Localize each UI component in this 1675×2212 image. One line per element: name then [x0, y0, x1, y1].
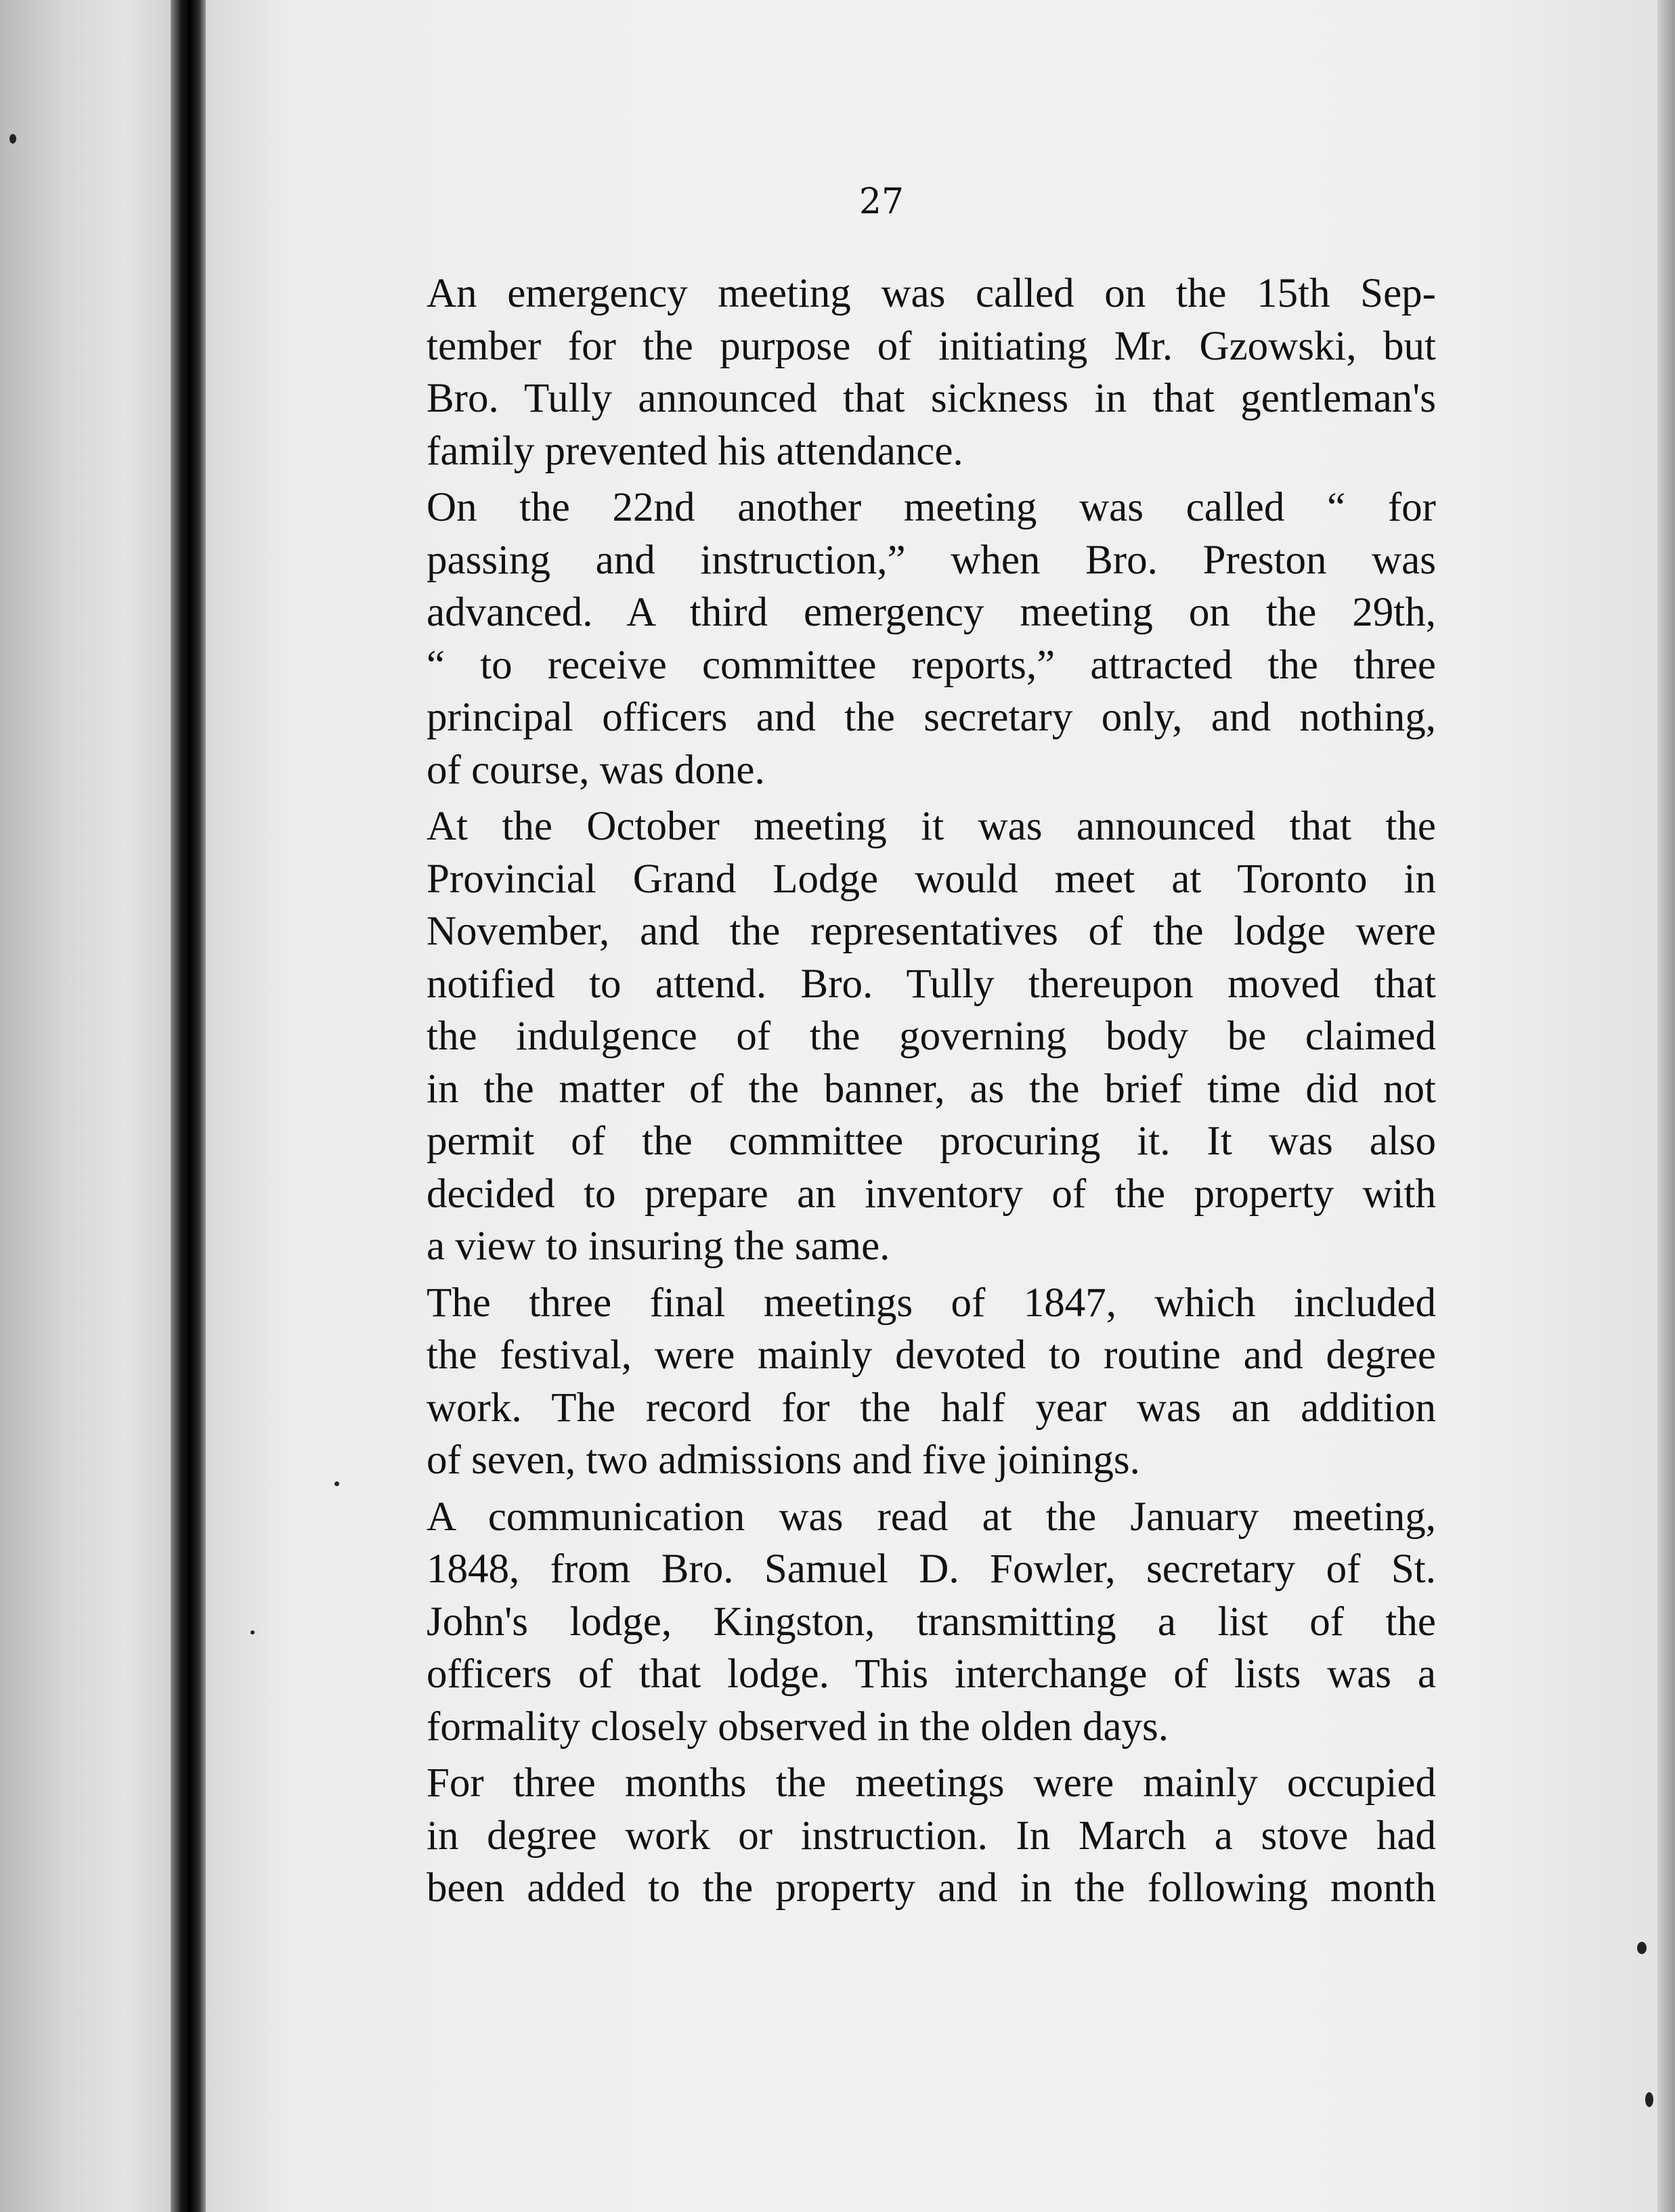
text-line: decided to prepare an inventory of the property with	[427, 1171, 1436, 1217]
paragraph	[383, 800, 1436, 1273]
text-line: in degree work or instruction. In March a stove had	[427, 1813, 1436, 1859]
text-line: permit of the committee procuring it. It was also	[427, 1119, 1436, 1164]
text-line: November, and the representatives of the lodge were	[427, 909, 1436, 954]
text-line: work. The record for the half year was an addition	[427, 1385, 1436, 1431]
text-line: Provincial Grand Lodge would meet at Toronto in	[427, 856, 1436, 902]
dust-speck	[251, 1630, 255, 1634]
dust-speck	[334, 1481, 339, 1486]
paragraph	[383, 481, 1436, 796]
text-line: advanced. A third emergency meeting on the 29th,	[427, 590, 1436, 635]
text-line: “ to receive committee reports,” attracted the three	[427, 642, 1436, 688]
dust-speck	[1645, 2092, 1653, 2107]
text-line: At the October meeting it was announced that the	[427, 804, 1436, 849]
text-line: Bro. Tully announced that sickness in that gentleman's	[427, 376, 1436, 421]
text-line: notified to attend. Bro. Tully thereupon moved that	[427, 961, 1436, 1007]
paragraph	[383, 267, 1436, 477]
text-line: A communication was read at the January meeting,	[427, 1494, 1436, 1540]
text-line: passing and instruction,” when Bro. Preston was	[427, 537, 1436, 583]
text-line: of seven, two admissions and five joinings.	[427, 1437, 1140, 1483]
text-line: a view to insuring the same.	[427, 1223, 890, 1269]
text-line: of course, was done.	[427, 747, 765, 793]
text-line: For three months the meetings were mainly occupied	[427, 1760, 1436, 1806]
text-line: formality closely observed in the olden days.	[427, 1704, 1169, 1750]
text-line: 1848, from Bro. Samuel D. Fowler, secretary of St.	[427, 1546, 1436, 1592]
text-line: On the 22nd another meeting was called “ for	[427, 485, 1436, 530]
text-line: tember for the purpose of initiating Mr. Gzowski, but	[427, 323, 1436, 369]
text-line: the indulgence of the governing body be claimed	[427, 1014, 1436, 1059]
text-line: An emergency meeting was called on the 15th Sep-	[427, 271, 1436, 316]
page-edge-shadow	[1657, 0, 1675, 2212]
paragraph	[383, 1491, 1436, 1754]
dust-speck	[1637, 1942, 1647, 1954]
text-line: principal officers and the secretary only, and nothing,	[427, 695, 1436, 740]
text-line: The three final meetings of 1847, which included	[427, 1280, 1436, 1326]
page-number: 27	[858, 181, 905, 222]
text-line: John's lodge, Kingston, transmitting a list of the	[427, 1599, 1436, 1645]
text-line: been added to the property and in the following month	[427, 1865, 1436, 1911]
text-line: family prevented his attendance.	[427, 428, 963, 474]
text-line: officers of that lodge. This interchange of lists was a	[427, 1651, 1436, 1697]
dust-speck	[9, 134, 16, 144]
book-spine-gutter	[171, 0, 206, 2212]
paragraph	[383, 1277, 1436, 1487]
text-line: in the matter of the banner, as the brief time did not	[427, 1066, 1436, 1112]
text-line: the festival, were mainly devoted to routine and degree	[427, 1332, 1436, 1378]
body-text	[383, 267, 1436, 1919]
paragraph	[383, 1757, 1436, 1915]
left-page-margin	[0, 0, 177, 2212]
